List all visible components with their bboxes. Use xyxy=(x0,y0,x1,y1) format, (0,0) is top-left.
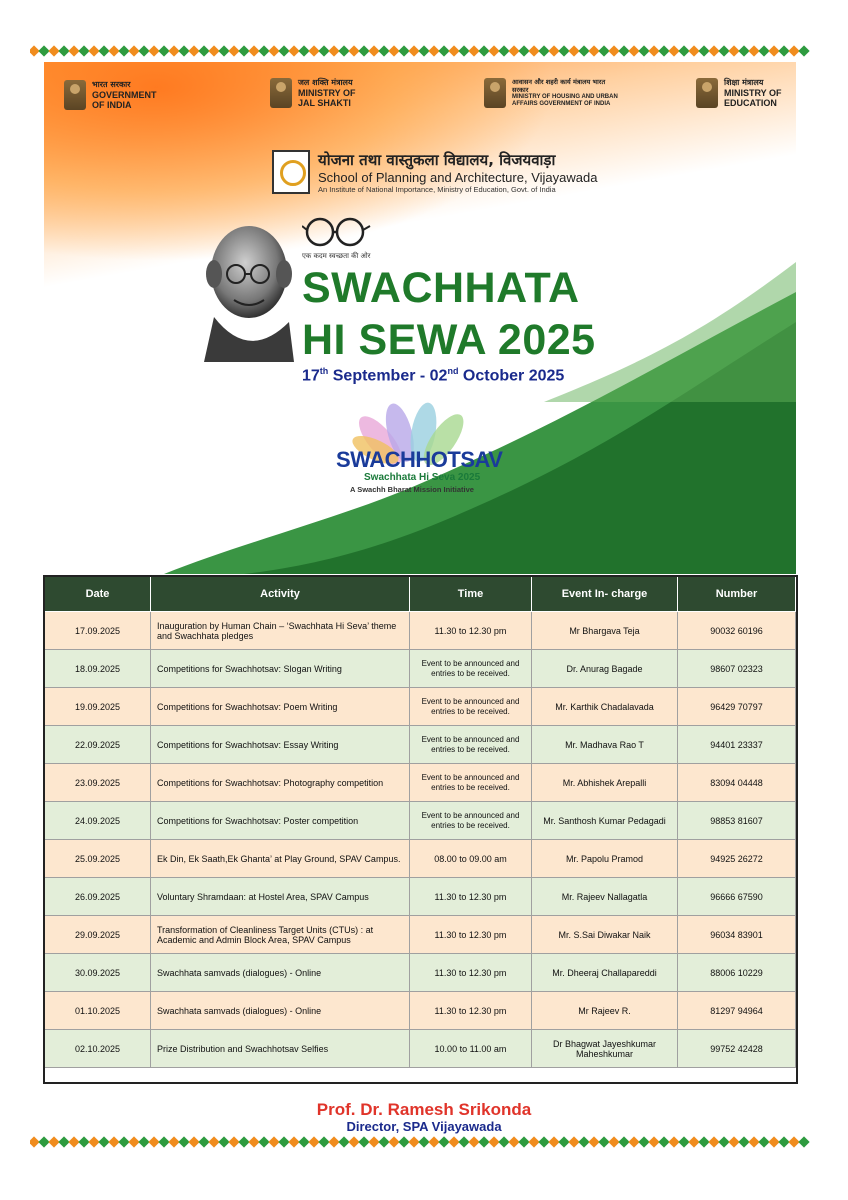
cell-time: 11.30 to 12.30 pm xyxy=(410,612,532,650)
cell-date: 18.09.2025 xyxy=(45,650,151,688)
institute-hindi-name: योजना तथा वास्तुकला विद्यालय, विजयवाड़ा xyxy=(318,151,556,169)
swachh-bharat-tagline: एक कदम स्वच्छता की ओर xyxy=(302,252,371,260)
table-row xyxy=(45,764,796,802)
cell-time: 11.30 to 12.30 pm xyxy=(410,878,532,916)
cell-activity: Competitions for Swachhotsav: Slogan Writing xyxy=(151,650,410,688)
cell-incharge: Mr Bhargava Teja xyxy=(532,612,678,650)
cell-incharge: Mr. S.Sai Diwakar Naik xyxy=(532,916,678,954)
table-header-row xyxy=(45,577,796,612)
national-emblem-icon xyxy=(484,78,506,108)
cell-date: 22.09.2025 xyxy=(45,726,151,764)
logo-name-text: MINISTRY OF HOUSING AND URBAN AFFAIRS GOVERNMENT OF INDIA xyxy=(512,94,618,107)
date-end-suffix: nd xyxy=(447,366,459,376)
cell-time: 11.30 to 12.30 pm xyxy=(410,992,532,1030)
cell-activity: Transformation of Cleanliness Target Units (CTUs) : at Academic and Admin Block Area, SPAV Campus xyxy=(151,916,410,954)
cell-incharge: Mr. Abhishek Arepalli xyxy=(532,764,678,802)
cell-number: 98607 02323 xyxy=(678,650,796,688)
cell-date: 24.09.2025 xyxy=(45,802,151,840)
cell-incharge: Mr Rajeev R. xyxy=(532,992,678,1030)
cell-date: 02.10.2025 xyxy=(45,1030,151,1068)
cell-activity: Prize Distribution and Swachhotsav Selfies xyxy=(151,1030,410,1068)
national-emblem-icon xyxy=(270,78,292,108)
cell-activity: Competitions for Swachhotsav: Essay Writing xyxy=(151,726,410,764)
date-start-day: 17 xyxy=(302,367,320,385)
table-row xyxy=(45,840,796,878)
cell-time: Event to be announced and entries to be received. xyxy=(410,688,532,726)
cell-activity: Competitions for Swachhotsav: Poster competition xyxy=(151,802,410,840)
bottom-decorative-border xyxy=(30,1135,820,1149)
director-name: Prof. Dr. Ramesh Srikonda xyxy=(316,1100,532,1119)
logo-ministry-jal-shakti xyxy=(270,78,368,108)
cell-incharge: Mr. Papolu Pramod xyxy=(532,840,678,878)
cell-incharge: Mr. Karthik Chadalavada xyxy=(532,688,678,726)
cell-date: 17.09.2025 xyxy=(45,612,151,650)
cell-number: 96034 83901 xyxy=(678,916,796,954)
cell-activity: Inauguration by Human Chain – ‘Swachhata Hi Seva’ theme and Swachhata pledges xyxy=(151,612,410,650)
top-decorative-border xyxy=(30,44,820,58)
national-emblem-icon xyxy=(696,78,718,108)
cell-time: Event to be announced and entries to be received. xyxy=(410,650,532,688)
cell-date: 25.09.2025 xyxy=(45,840,151,878)
cell-incharge: Mr. Madhava Rao T xyxy=(532,726,678,764)
cell-number: 99752 42428 xyxy=(678,1030,796,1068)
poster-banner xyxy=(44,62,796,574)
national-emblem-icon xyxy=(64,80,86,110)
date-end: October 2025 xyxy=(458,367,565,385)
header-date: Date xyxy=(45,577,151,612)
schedule-table xyxy=(44,576,796,1068)
event-dates xyxy=(302,366,564,385)
cell-activity: Ek Din, Ek Saath,Ek Ghanta’ at Play Ground, SPAV Campus. xyxy=(151,840,410,878)
cell-incharge: Dr. Anurag Bagade xyxy=(532,650,678,688)
swachhotsav-tagline: A Swachh Bharat Mission Initiative xyxy=(350,485,474,494)
director-role: Director, SPA Vijayawada xyxy=(346,1119,502,1134)
table-row xyxy=(45,688,796,726)
header-time: Time xyxy=(410,577,532,612)
cell-time: 11.30 to 12.30 pm xyxy=(410,916,532,954)
cell-incharge: Mr. Dheeraj Challapareddi xyxy=(532,954,678,992)
cell-incharge: Mr. Rajeev Nallagatla xyxy=(532,878,678,916)
cell-date: 01.10.2025 xyxy=(45,992,151,1030)
logo-name-text: MINISTRY OF JAL SHAKTI xyxy=(298,88,356,108)
cell-incharge: Dr Bhagwat Jayeshkumar Maheshkumar xyxy=(532,1030,678,1068)
cell-time: Event to be announced and entries to be received. xyxy=(410,764,532,802)
cell-number: 96666 67590 xyxy=(678,878,796,916)
cell-number: 81297 94964 xyxy=(678,992,796,1030)
cell-date: 19.09.2025 xyxy=(45,688,151,726)
swachhotsav-subtitle: Swachhata Hi Seva 2025 xyxy=(364,472,481,483)
cell-time: 11.30 to 12.30 pm xyxy=(410,954,532,992)
header-number: Number xyxy=(678,577,796,612)
cell-activity: Swachhata samvads (dialogues) - Online xyxy=(151,954,410,992)
cell-time: Event to be announced and entries to be received. xyxy=(410,802,532,840)
cell-incharge: Mr. Santhosh Kumar Pedagadi xyxy=(532,802,678,840)
logo-ministry-of-education xyxy=(696,78,794,108)
event-title xyxy=(302,262,596,366)
cell-activity: Swachhata samvads (dialogues) - Online xyxy=(151,992,410,1030)
cell-number: 88006 10229 xyxy=(678,954,796,992)
table-row xyxy=(45,878,796,916)
table-row xyxy=(45,916,796,954)
cell-number: 94925 26272 xyxy=(678,840,796,878)
logo-hindi-text: शिक्षा मंत्रालय xyxy=(724,78,764,87)
table-row xyxy=(45,992,796,1030)
date-middle: September - 02 xyxy=(328,367,448,385)
logo-name-text: GOVERNMENT OF INDIA xyxy=(92,90,157,110)
cell-date: 29.09.2025 xyxy=(45,916,151,954)
logo-ministry-housing-urban-affairs xyxy=(484,78,622,108)
logo-government-of-india xyxy=(64,80,162,110)
logo-hindi-text: जल शक्ति मंत्रालय xyxy=(298,78,353,87)
cell-number: 83094 04448 xyxy=(678,764,796,802)
cell-activity: Competitions for Swachhotsav: Poem Writing xyxy=(151,688,410,726)
cell-time: Event to be announced and entries to be received. xyxy=(410,726,532,764)
cell-date: 30.09.2025 xyxy=(45,954,151,992)
cell-time: 10.00 to 11.00 am xyxy=(410,1030,532,1068)
swachh-bharat-glasses-icon xyxy=(302,212,372,250)
institute-subtitle: An Institute of National Importance, Ministry of Education, Govt. of India xyxy=(318,185,556,194)
date-start-suffix: th xyxy=(319,366,329,376)
cell-number: 96429 70797 xyxy=(678,688,796,726)
cell-date: 26.09.2025 xyxy=(45,878,151,916)
logo-name-text: MINISTRY OF EDUCATION xyxy=(724,88,782,108)
cell-number: 98853 81607 xyxy=(678,802,796,840)
logo-hindi-text: भारत सरकार xyxy=(92,80,131,89)
cell-date: 23.09.2025 xyxy=(45,764,151,802)
logo-hindi-text: आवासन और शहरी कार्य मंत्रालय भारत सरकार xyxy=(512,78,606,94)
table-row xyxy=(45,650,796,688)
cell-time: 08.00 to 09.00 am xyxy=(410,840,532,878)
border-diamond xyxy=(798,1136,809,1147)
gandhi-portrait-icon xyxy=(194,212,304,362)
cell-activity: Voluntary Shramdaan: at Hostel Area, SPAV Campus xyxy=(151,878,410,916)
table-row xyxy=(45,954,796,992)
institute-english-name: School of Planning and Architecture, Vijayawada xyxy=(318,170,598,185)
cell-number: 94401 23337 xyxy=(678,726,796,764)
title-line-2: HI SEWA 2025 xyxy=(302,316,596,364)
title-line-1: SWACHHATA xyxy=(302,264,580,312)
cell-number: 90032 60196 xyxy=(678,612,796,650)
border-diamond xyxy=(798,45,809,56)
table-row xyxy=(45,1030,796,1068)
table-row xyxy=(45,726,796,764)
table-row xyxy=(45,802,796,840)
spa-logo-icon xyxy=(272,150,310,194)
header-activity: Activity xyxy=(151,577,410,612)
table-row xyxy=(45,612,796,650)
header-incharge: Event In- charge xyxy=(532,577,678,612)
institute-block xyxy=(272,150,597,194)
swachhotsav-name: SWACHHOTSAV xyxy=(336,447,503,472)
cell-activity: Competitions for Swachhotsav: Photography competition xyxy=(151,764,410,802)
